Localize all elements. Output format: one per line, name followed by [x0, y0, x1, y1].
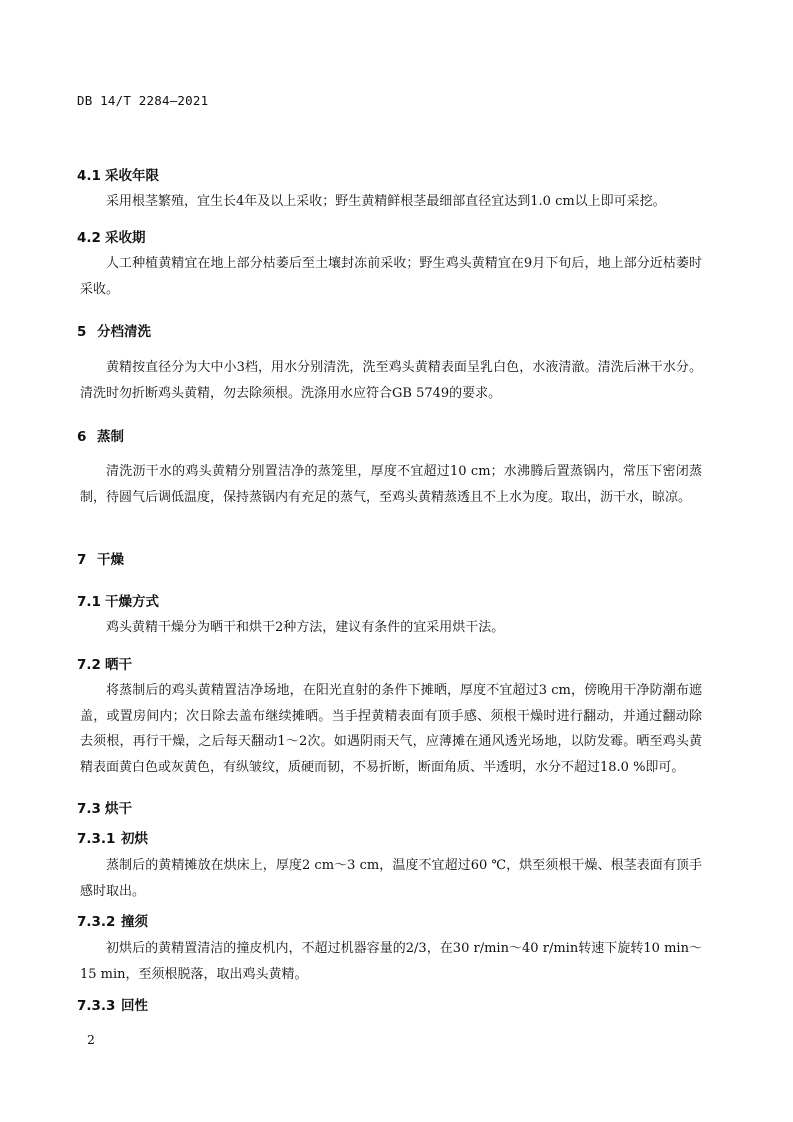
section-text-7-2: 将蒸制后的鸡头黄精置洁净场地，在阳光直射的条件下摊晒，厚度不宜超过3 cm，傍晚用干净防潮布遮盖，或置房间内；次日除去盖布继续摊晒。当手捏黄精表面有顶手感、须根干燥时进行翻动，并通过翻动除去须根，再行干燥，之后每天翻动1～2次。如遇阴雨天气，应薄摊在通风透光场地，以防发霉。晒至鸡头黄精表面黄白色或灰黄色，有纵皱纹，质硬而韧，不易折断，断面角质、半透明，水分不超过18.0 %即可。 — [80, 683, 702, 775]
page-number: 2 — [87, 1032, 95, 1047]
section-title: 撞须 — [121, 914, 148, 930]
section-heading-5 — [77, 320, 151, 340]
section-heading-7 — [77, 548, 124, 568]
section-text-7-3-2: 初烘后的黄精置清洁的撞皮机内，不超过机器容量的2/3，在30 r/min～40 r/min转速下旋转10 min～15 min，至须根脱落，取出鸡头黄精。 — [80, 941, 702, 982]
document-code: DB 14/T 2284—2021 — [77, 93, 209, 108]
section-heading-7-3-1 — [77, 827, 148, 847]
section-number: 7.3 — [77, 801, 101, 817]
section-heading-7-1 — [77, 590, 159, 610]
section-heading-7-3-3 — [77, 994, 148, 1014]
section-title: 采收期 — [105, 230, 146, 246]
section-heading-6 — [77, 425, 124, 445]
section-number: 5 — [77, 324, 87, 340]
section-number: 7 — [77, 552, 87, 568]
section-heading-4-2 — [77, 226, 146, 246]
section-number: 4.1 — [77, 168, 101, 184]
section-heading-7-3 — [77, 797, 132, 817]
section-title: 采收年限 — [105, 168, 159, 184]
section-number: 4.2 — [77, 230, 101, 246]
section-number: 7.3.1 — [77, 831, 116, 847]
section-title: 初烘 — [121, 831, 148, 847]
section-text-4-2: 人工种植黄精宜在地上部分枯萎后至土壤封冻前采收；野生鸡头黄精宜在9月下旬后，地上部分近枯萎时采收。 — [80, 256, 702, 297]
section-title: 蒸制 — [97, 429, 124, 445]
section-title: 回性 — [121, 998, 148, 1014]
section-text-4-1: 采用根茎繁殖，宜生长4年及以上采收；野生黄精鲜根茎最细部直径宜达到1.0 cm以上即可采挖。 — [106, 194, 666, 209]
section-text-7-3-1: 蒸制后的黄精摊放在烘床上，厚度2 cm～3 cm，温度不宜超过60 ℃，烘至须根干燥、根茎表面有顶手感时取出。 — [80, 858, 702, 899]
section-heading-7-3-2 — [77, 910, 148, 930]
section-heading-7-2 — [77, 653, 132, 673]
section-heading-4-1 — [77, 164, 159, 184]
section-number: 7.3.3 — [77, 998, 116, 1014]
section-title: 晒干 — [105, 657, 132, 673]
section-number: 7.2 — [77, 657, 101, 673]
section-title: 干燥方式 — [105, 594, 159, 610]
section-number: 6 — [77, 429, 87, 445]
section-number: 7.3.2 — [77, 914, 116, 930]
section-title: 烘干 — [105, 801, 132, 817]
section-title: 分档清洗 — [97, 324, 151, 340]
section-text-5: 黄精按直径分为大中小3档，用水分别清洗，洗至鸡头黄精表面呈乳白色，水液清澈。清洗后淋干水分。清洗时勿折断鸡头黄精，勿去除须根。洗涤用水应符合GB 5749的要求。 — [80, 360, 702, 401]
section-number: 7.1 — [77, 594, 101, 610]
section-title: 干燥 — [97, 552, 124, 568]
section-text-6: 清洗沥干水的鸡头黄精分别置洁净的蒸笼里，厚度不宜超过10 cm；水沸腾后置蒸锅内，常压下密闭蒸制，待圆气后调低温度，保持蒸锅内有充足的蒸气，至鸡头黄精蒸透且不上水为度。取出，沥干水，晾凉。 — [80, 464, 702, 505]
section-text-7-1: 鸡头黄精干燥分为晒干和烘干2种方法，建议有条件的宜采用烘干法。 — [106, 620, 505, 635]
